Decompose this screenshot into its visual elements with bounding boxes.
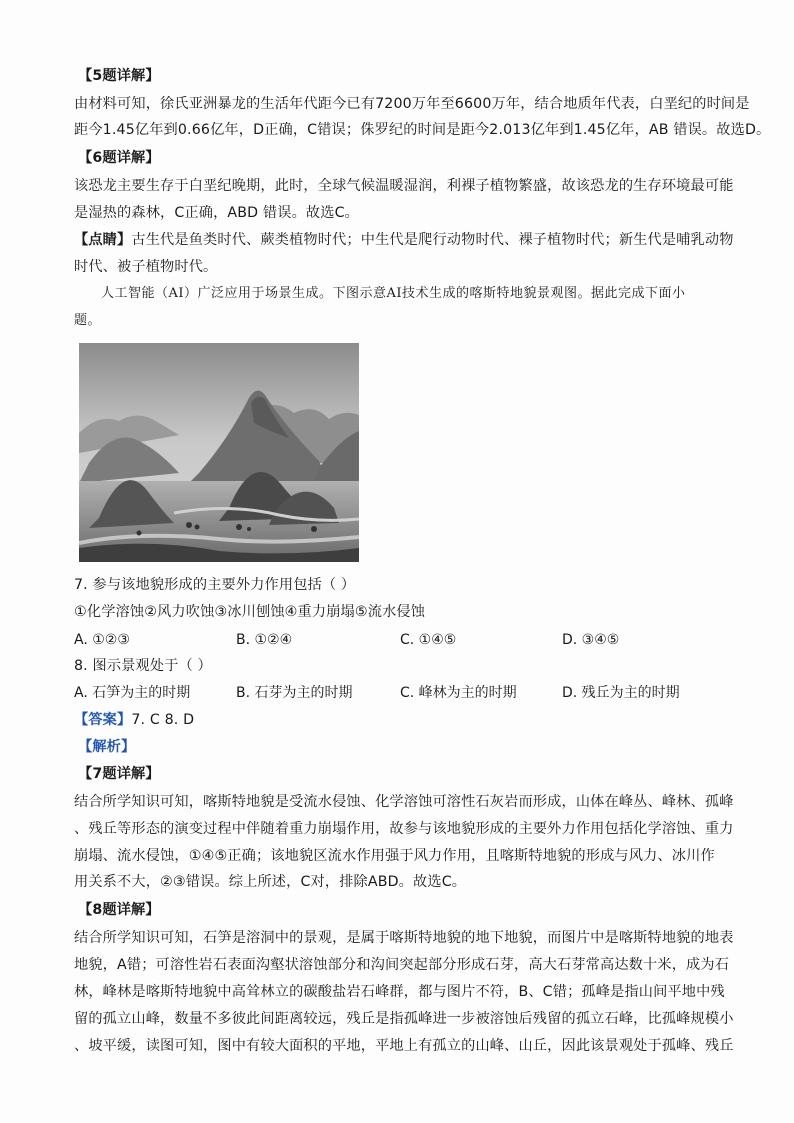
analysis-heading: 【解析】 [78,739,136,755]
karst-landscape-image [79,343,359,562]
q8-detail-line-5: 、坡平缓，读图可知，图中有较大面积的平地，平地上有孤立的山峰、山丘，因此该景观处于孤峰、残丘 [74,1038,734,1054]
q5-detail-heading: 【5题详解】 [78,68,160,84]
q7-option-d[interactable]: D. ③④⑤ [562,632,620,648]
key-point-line-2: 时代、被子植物时代。 [74,259,218,275]
answer-heading: 【答案】 [74,712,132,728]
q8-detail-line-3: 林，峰林是喀斯特地貌中高耸林立的碳酸盐岩石峰群，都与图片不符，B、C错；孤峰是指山间平地中残 [74,984,725,1000]
key-point-heading: 【点睛】 [74,232,132,248]
q7-detail-line-3: 崩塌、流水侵蚀，①④⑤正确；该地貌区流水作用强于风力作用，且喀斯特地貌的形成与风力、冰川作 [74,848,715,864]
q8-stem: 8. 图示景观处于（ ） [74,658,212,674]
q6-detail-heading: 【6题详解】 [78,150,160,166]
q5-detail-line-1: 由材料可知，徐氏亚洲暴龙的生活年代距今已有7200万年至6600万年，结合地质年代表，白垩纪的时间是 [74,96,750,112]
q7-detail-heading: 【7题详解】 [78,766,160,782]
q8-option-a[interactable]: A. 石笋为主的时期 [74,685,191,701]
q7-stem: 7. 参与该地貌形成的主要外力作用包括（ ） [74,577,356,593]
key-point-line-1 [74,230,734,250]
q6-detail-line-1: 该恐龙主要生存于白垩纪晚期，此时，全球气候温暖湿润，利裸子植物繁盛，故该恐龙的生存环境最可能 [74,178,734,194]
q6-detail-line-2: 是湿热的森林，C正确，ABD 错误。故选C。 [74,205,359,221]
q8-option-c[interactable]: C. 峰林为主的时期 [400,685,517,701]
q7-detail-line-4: 用关系不大，②③错误。综上所述，C对，排除ABD。故选C。 [74,874,467,890]
q8-detail-line-2: 地貌，A错；可溶性岩石表面沟壑状溶蚀部分和沟间突起部分形成石芽，高大石芽常高达数十米，成为石 [74,957,730,973]
answer-text: 7. C 8. D [131,712,195,728]
q7-sub-statements: ①化学溶蚀②风力吹蚀③冰川刨蚀④重力崩塌⑤流水侵蚀 [74,604,426,620]
q8-option-d[interactable]: D. 残丘为主的时期 [562,685,680,701]
intro-line-1: 人工智能（AI）广泛应用于场景生成。下图示意AI技术生成的喀斯特地貌景观图。据此完成下面小 [101,286,686,301]
q7-detail-line-1: 结合所学知识可知，喀斯特地貌是受流水侵蚀、化学溶蚀可溶性石灰岩而形成，山体在峰丛、峰林、孤峰 [74,794,734,810]
q8-detail-line-4: 留的孤立山峰，数量不多彼此间距离较远，残丘是指孤峰进一步被溶蚀后残留的孤立石峰，比孤峰规模小 [74,1011,734,1027]
q7-option-a[interactable]: A. ①②③ [74,632,130,648]
q7-option-b[interactable]: B. ①②④ [236,632,293,648]
q5-detail-line-2: 距今1.45亿年到0.66亿年，D正确，C错误；侏罗纪的时间是距今2.013亿年到1.45亿年，AB 错误。故选D。 [74,122,771,138]
q7-detail-line-2: 、残丘等形态的演变过程中伴随着重力崩塌作用，故参与该地貌形成的主要外力作用包括化学溶蚀、重力 [74,821,734,837]
q8-detail-line-1: 结合所学知识可知，石笋是溶洞中的景观，是属于喀斯特地貌的地下地貌，而图片中是喀斯特地貌的地表 [74,930,734,946]
intro-line-2: 题。 [74,313,102,328]
answer-line [74,710,724,730]
q8-detail-heading: 【8题详解】 [78,902,160,918]
q7-option-c[interactable]: C. ①④⑤ [400,632,457,648]
q8-option-b[interactable]: B. 石芽为主的时期 [236,685,353,701]
key-point-text-1: 古生代是鱼类时代、蕨类植物时代；中生代是爬行动物时代、裸子植物时代；新生代是哺乳动物 [131,232,734,248]
